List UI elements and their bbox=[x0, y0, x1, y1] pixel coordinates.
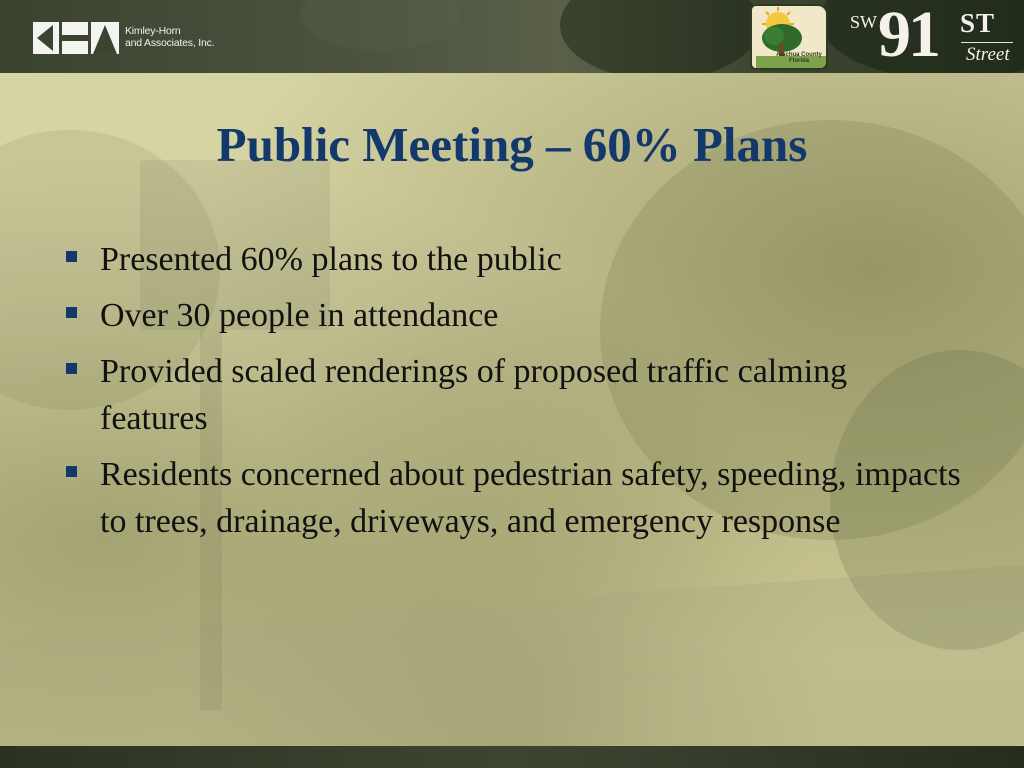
street-word: Street bbox=[966, 44, 1010, 65]
county-seal-text bbox=[772, 52, 826, 64]
bullet-item bbox=[62, 236, 962, 283]
street-number: 91 bbox=[878, 0, 938, 71]
bullet-item bbox=[62, 348, 962, 442]
kimley-horn-line2: and Associates, Inc. bbox=[125, 37, 215, 49]
bullet-item bbox=[62, 451, 962, 545]
bullet-text: Over 30 people in attendance bbox=[100, 297, 499, 334]
header-foliage bbox=[560, 0, 760, 73]
county-seal-line1: Alachua County bbox=[776, 52, 822, 58]
square-bullet-icon bbox=[66, 307, 77, 318]
bullet-item bbox=[62, 292, 962, 339]
kimley-horn-logo bbox=[33, 22, 223, 54]
bullet-text: Presented 60% plans to the public bbox=[100, 241, 562, 278]
header-foliage bbox=[300, 0, 460, 50]
bullet-list bbox=[62, 236, 962, 554]
bottom-band bbox=[0, 746, 1024, 768]
header-band bbox=[0, 0, 1024, 73]
street-suffix: ST bbox=[960, 8, 996, 38]
square-bullet-icon bbox=[66, 466, 77, 477]
square-bullet-icon bbox=[66, 363, 77, 374]
bullet-text: Provided scaled renderings of proposed traffic calming features bbox=[100, 353, 848, 437]
kimley-horn-mark-icon bbox=[33, 22, 119, 54]
bullet-text: Residents concerned about pedestrian safety, speeding, impacts to trees, drainage, driveways, and emergency response bbox=[100, 456, 961, 540]
kimley-horn-name bbox=[125, 25, 214, 49]
street-prefix: SW bbox=[850, 12, 877, 32]
kimley-horn-line1: Kimley-Horn bbox=[125, 25, 181, 37]
sw-91st-street-logo bbox=[846, 0, 1018, 71]
alachua-county-seal bbox=[750, 4, 828, 70]
county-seal-line2: Florida bbox=[788, 58, 809, 64]
square-bullet-icon bbox=[66, 251, 77, 262]
slide-title: Public Meeting – 60% Plans bbox=[216, 117, 808, 172]
street-logo-rule bbox=[961, 42, 1013, 43]
